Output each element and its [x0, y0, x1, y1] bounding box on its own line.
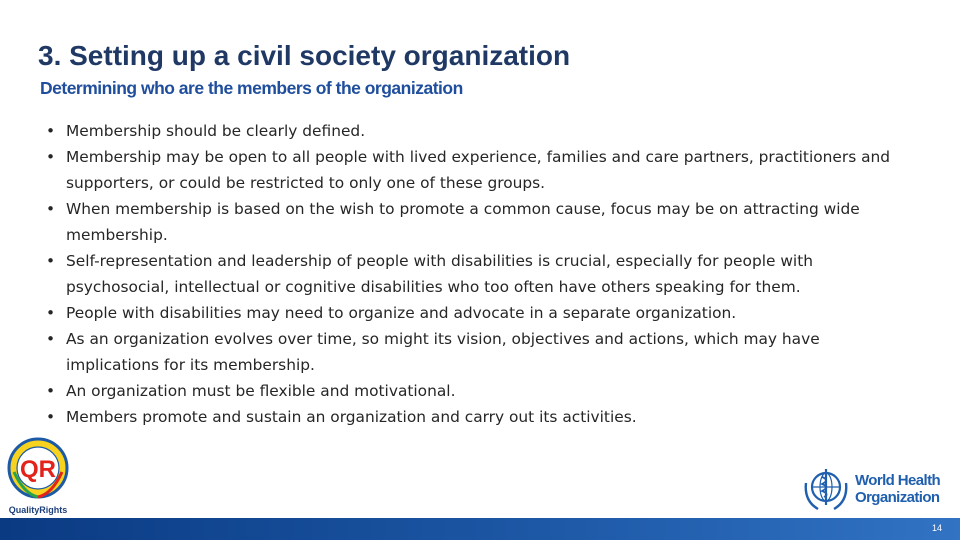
bullet-item: • As an organization evolves over time, so might its vision, objectives and actions, which may have implications for its membership.: [46, 326, 896, 378]
who-wordmark: [855, 472, 940, 506]
bullet-list: [46, 118, 896, 430]
slide-subtitle: Determining who are the members of the organization: [40, 78, 463, 98]
slide-title: 3. Setting up a civil society organization: [38, 40, 571, 71]
page-number: 14: [931, 523, 942, 533]
who-wordmark-line1: World Health: [855, 472, 941, 489]
bullet-item: • Self-representation and leadership of people with disabilities is crucial, especially for people with psychosocial, intellectual or cognitive disabilities who too often have others speaking for them.: [46, 248, 896, 300]
bullet-item: • Membership should be clearly defined.: [46, 118, 896, 144]
quality-rights-logo: [4, 436, 72, 516]
bullet-item: • When membership is based on the wish to promote a common cause, focus may be on attracting wide membership.: [46, 196, 896, 248]
bullet-item: • An organization must be flexible and motivational.: [46, 378, 896, 404]
who-logo: [800, 463, 955, 515]
who-wordmark-line2: Organization: [855, 489, 940, 506]
bullet-item: • Members promote and sustain an organization and carry out its activities.: [46, 404, 896, 430]
svg-text:QR: QR: [20, 456, 56, 483]
quality-rights-emblem-icon: [4, 436, 72, 516]
bullet-item: • People with disabilities may need to organize and advocate in a separate organization.: [46, 300, 896, 326]
quality-rights-wordmark: QualityRights: [8, 505, 68, 515]
who-emblem-icon: [800, 463, 852, 515]
footer-bar: [0, 518, 960, 540]
bullet-item: • Membership may be open to all people with lived experience, families and care partners, practitioners and supporters, or could be restricted to only one of these groups.: [46, 144, 896, 196]
